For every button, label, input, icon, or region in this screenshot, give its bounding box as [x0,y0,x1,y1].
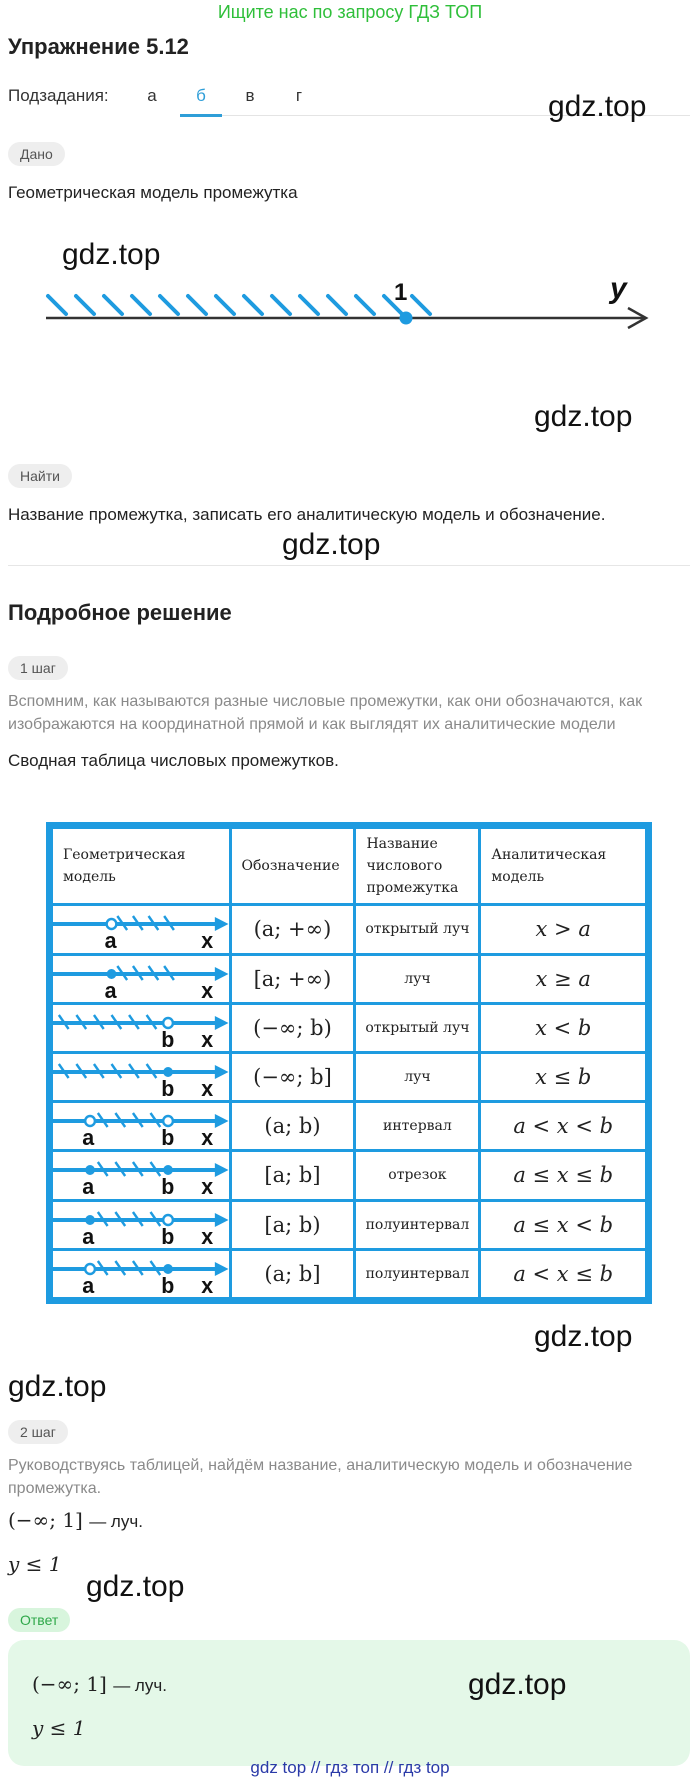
footer-links[interactable]: gdz top // гдз топ // гдз top [250,1758,450,1777]
table-row [52,1151,647,1200]
geo-label: a [104,977,117,1002]
name-cell: открытый луч [355,1003,480,1052]
name-cell: полуинтервал [355,1200,480,1249]
subtask-tab-g[interactable]: г [295,86,303,105]
name-cell: луч [355,954,480,1003]
intervals-table [46,822,652,1304]
geo-label: a [82,1174,95,1199]
subtask-tab-b[interactable]: б [196,86,206,105]
interval-figure [53,1152,229,1198]
notation-cell: (a; b] [230,1249,355,1298]
geo-label: b [161,1026,175,1051]
geo-label: x [201,1124,214,1150]
notation-cell: (a; b) [230,1102,355,1151]
model-cell: a < x < b [480,1102,647,1151]
geo-label: x [201,1223,214,1248]
table-header-cell: Обозначение [230,828,355,905]
geo-label: x [201,1272,214,1297]
subtask-tab-v[interactable]: в [245,86,255,105]
watermark: gdz.top [534,400,633,433]
notation-cell: (−∞; b] [230,1052,355,1101]
name-cell: луч [355,1052,480,1101]
model-cell: a ≤ x ≤ b [480,1151,647,1200]
find-text: Название промежутка, записать его аналитическую модель и обозначение. [8,505,606,524]
solution-line-1 [8,1508,143,1532]
answer-badge: Ответ [8,1608,70,1632]
answer-notation: (−∞; 1] [32,1672,107,1696]
table-row [52,1200,647,1249]
model-cell: a ≤ x < b [480,1200,647,1249]
geo-label: x [201,1075,214,1101]
geo-label: a [82,1272,95,1297]
notation-cell: [a; b) [230,1200,355,1249]
watermark: gdz.top [534,1320,633,1353]
notation-cell: (−∞; b) [230,1003,355,1052]
model-cell: x ≤ b [480,1052,647,1101]
geo-label: b [161,1075,175,1101]
geo-model-cell [52,954,231,1003]
table-caption: Сводная таблица числовых промежутков. [8,751,339,770]
geo-model-cell [52,905,231,954]
geo-model-cell [52,1249,231,1298]
ray-figure [53,1054,229,1100]
watermark: gdz.top [86,1570,185,1603]
name-cell: отрезок [355,1151,480,1200]
answer-inequality: y ≤ 1 [32,1716,86,1740]
find-badge: Найти [8,464,72,488]
step1-text: Вспомним, как называются разные числовые промежутки, как они обозначаются, как изображаются на координатной прямой и как выглядят их аналитические модели [8,693,643,733]
watermark: gdz.top [282,528,381,561]
answer-box [8,1640,690,1766]
interval-name: — луч. [89,1512,143,1531]
model-cell: x > a [480,905,647,954]
active-tab-indicator [180,114,222,117]
axis-label: y [610,272,627,305]
interval-figure [53,1251,229,1297]
answer-name: — луч. [113,1676,167,1695]
watermark: gdz.top [8,1370,107,1403]
table-header-cell: Геометрическая модель [52,828,231,905]
section-divider [8,565,690,566]
name-cell: открытый луч [355,905,480,954]
top-banner-link[interactable]: Ищите нас по запросу ГДЗ ТОП [217,2,483,22]
table-row [52,1249,647,1298]
geo-label: x [201,977,214,1002]
number-line-figure [40,272,660,342]
geo-label: b [161,1223,175,1248]
geo-label: x [201,928,214,953]
table-header-cell: Аналитическая модель [480,828,647,905]
geo-label: a [82,1124,95,1150]
geo-label: x [201,1174,214,1199]
geo-label: b [161,1174,175,1199]
point-1-dot [400,312,413,325]
subtask-tab-a[interactable]: а [147,86,157,105]
table-row [52,1102,647,1151]
given-text: Геометрическая модель промежутка [8,183,298,202]
watermark: gdz.top [62,238,161,271]
notation-cell: [a; b] [230,1151,355,1200]
solution-inequality: y ≤ 1 [8,1552,62,1576]
name-cell: интервал [355,1102,480,1151]
geo-label: b [161,1272,175,1297]
page-title: Упражнение 5.12 [8,34,189,59]
point-label: 1 [394,279,408,306]
geo-model-cell [52,1102,231,1151]
step2-badge: 2 шаг [8,1420,68,1444]
table-row [52,905,647,954]
solution-title: Подробное решение [8,600,232,625]
ray-figure [53,1005,229,1051]
watermark: gdz.top [548,90,647,123]
model-cell: x ≥ a [480,954,647,1003]
answer-line-1 [32,1672,167,1696]
table-row [52,1003,647,1052]
notation-cell: [a; +∞) [230,954,355,1003]
geo-model-cell [52,1151,231,1200]
step2-text: Руководствуясь таблицей, найдём название, аналитическую модель и обозначение промежутка. [8,1457,633,1497]
geo-label: b [161,1124,175,1150]
geo-label: a [82,1223,95,1248]
ray-figure [53,956,229,1002]
interval-notation: (−∞; 1] [8,1508,83,1532]
geo-model-cell [52,1200,231,1249]
name-cell: полуинтервал [355,1249,480,1298]
geo-model-cell [52,1003,231,1052]
table-row [52,1052,647,1101]
subtasks-label: Подзадания: [8,86,109,105]
ray-figure [53,906,229,952]
geo-label: x [201,1026,214,1051]
step1-badge: 1 шаг [8,656,68,680]
table-header-row [52,828,647,905]
table-header-cell: Название числового промежутка [355,828,480,905]
notation-cell: (a; +∞) [230,905,355,954]
interval-figure [53,1103,229,1149]
table-row [52,954,647,1003]
interval-figure [53,1202,229,1248]
geo-model-cell [52,1052,231,1101]
model-cell: x < b [480,1003,647,1052]
watermark: gdz.top [468,1668,567,1701]
given-badge: Дано [8,142,65,166]
model-cell: a < x ≤ b [480,1249,647,1298]
geo-label: a [104,928,117,953]
